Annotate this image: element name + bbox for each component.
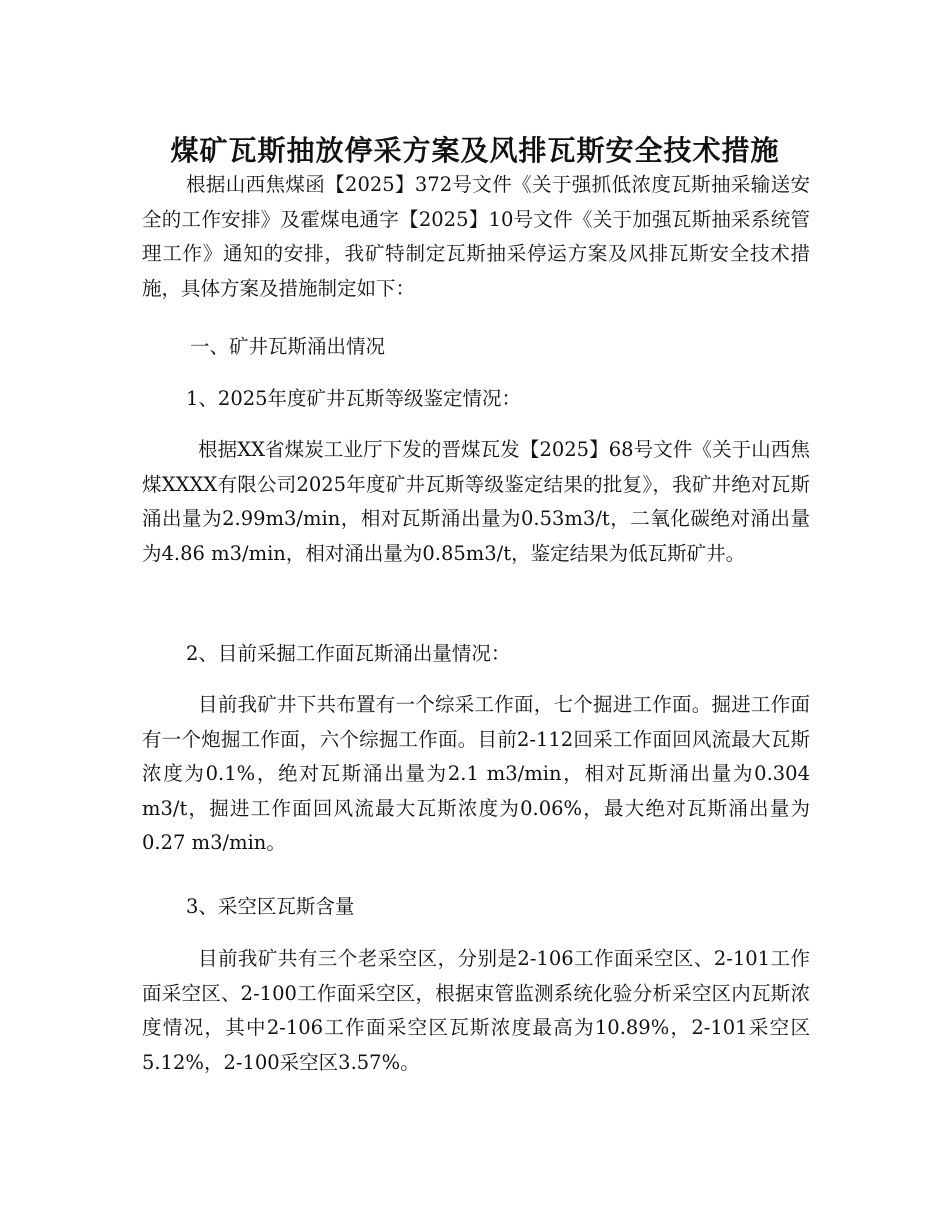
subsection-heading-2: 2、目前采掘工作面瓦斯涌出量情况：: [186, 642, 511, 665]
subsection-heading-1: 1、2025年度矿井瓦斯等级鉴定情况：: [186, 387, 522, 410]
intro-paragraph: 根据山西焦煤函【2025】372号文件《关于强抓低浓度瓦斯抽采输送安全的工作安排》及霍煤电通字【2025】10号文件《关于加强瓦斯抽采系统管理工作》通知的安排，我矿特制定瓦斯抽采停运方案及风排瓦斯安全技术措施，具体方案及措施制定如下：: [142, 173, 810, 300]
subsection-heading-3: 3、采空区瓦斯含量: [186, 895, 355, 918]
subsection-body-2: 目前我矿井下共布置有一个综采工作面，七个掘进工作面。掘进工作面有一个炮掘工作面，六个综掘工作面。目前2-112回采工作面回风流最大瓦斯浓度为0.1%，绝对瓦斯涌出量为2.1 m3/min，相对瓦斯涌出量为0.304 m3/t，掘进工作面回风流最大瓦斯浓度为0.06%，最大绝对瓦斯涌出量为0.27 m3/min。: [142, 693, 810, 854]
subsection-body-3: 目前我矿共有三个老采空区，分别是2-106工作面采空区、2-101工作面采空区、2-100工作面采空区，根据束管监测系统化验分析采空区内瓦斯浓度情况，其中2-106工作面采空区瓦斯浓度最高为10.89%，2-101采空区5.12%，2-100采空区3.57%。: [142, 947, 810, 1074]
section-heading-1: 一、矿井瓦斯涌出情况: [190, 335, 386, 358]
subsection-body-1: 根据XX省煤炭工业厅下发的晋煤瓦发【2025】68号文件《关于山西焦煤XXXX有限公司2025年度矿井瓦斯等级鉴定结果的批复》，我矿井绝对瓦斯涌出量为2.99m3/min，相对瓦斯涌出量为0.53m3/t，二氧化碳绝对涌出量为4.86 m3/min，相对涌出量为0.85m3/t，鉴定结果为低瓦斯矿井。: [142, 438, 810, 565]
document-title: 煤矿瓦斯抽放停采方案及风排瓦斯安全技术措施: [170, 133, 780, 167]
